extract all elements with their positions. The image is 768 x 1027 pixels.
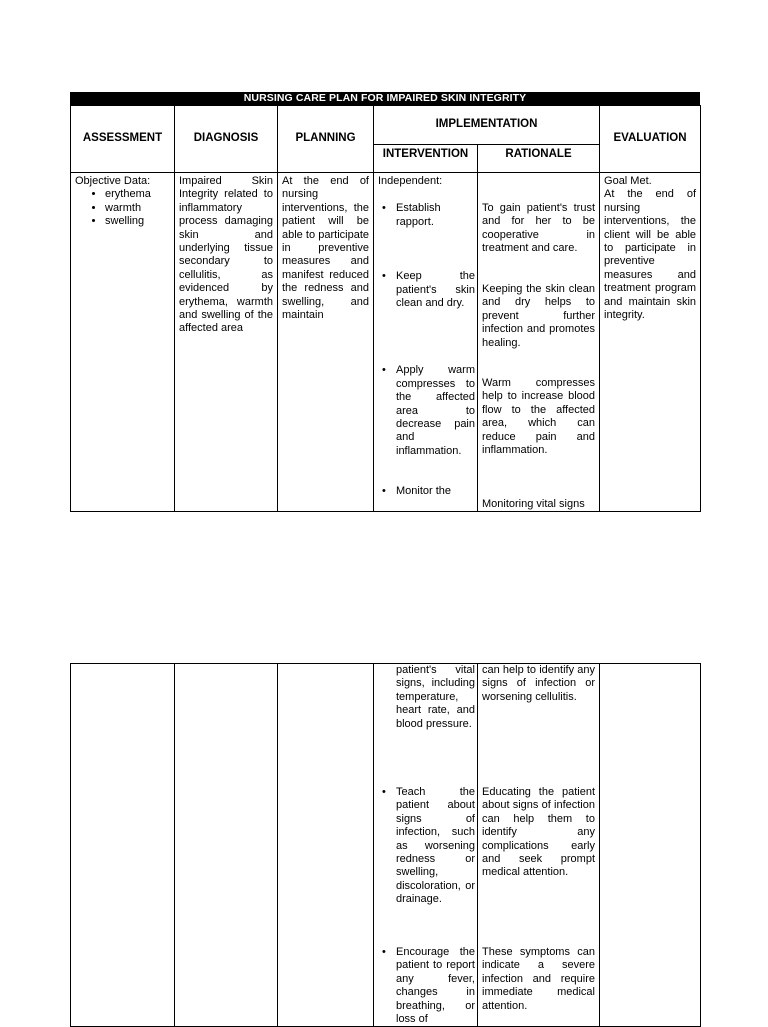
rationale-item: can help to identify any signs of infection or worsening cellulitis. bbox=[482, 664, 595, 703]
rationale-item: Monitoring vital signs bbox=[482, 498, 585, 510]
assessment-item: • warmth bbox=[105, 202, 170, 215]
evaluation-cell-continued bbox=[600, 664, 701, 1027]
intervention-item: • Establish rapport. bbox=[382, 202, 441, 228]
diagnosis-cell-continued bbox=[175, 664, 278, 1027]
header-implementation: IMPLEMENTATION bbox=[374, 106, 600, 145]
diagnosis-cell bbox=[175, 173, 278, 512]
intervention-cell-continued bbox=[374, 664, 478, 1027]
diagnosis-text: Impaired Skin Integrity related to inflammatory process damaging skin and underlying tissue secondary to cellulitis, as evidenced by erythema, warmth and swelling of the affected area bbox=[179, 175, 273, 335]
intervention-item: patient's vital signs, including temperature, heart rate, and blood pressure. bbox=[396, 664, 475, 730]
header-rationale: RATIONALE bbox=[478, 145, 600, 173]
rationale-item: Educating the patient about signs of infection can help them to identify any complications early and seek prompt medical attention. bbox=[482, 786, 595, 879]
care-plan-table-continued bbox=[70, 663, 700, 1027]
evaluation-goal: Goal Met. bbox=[604, 175, 652, 187]
rationale-item: These symptoms can indicate a severe infection and require immediate medical attention. bbox=[482, 946, 595, 1012]
header-diagnosis: DIAGNOSIS bbox=[175, 106, 278, 173]
rationale-cell bbox=[478, 173, 600, 512]
bullet-icon: • bbox=[382, 364, 386, 377]
care-plan-table bbox=[70, 92, 700, 512]
intervention-item: • Apply warm compresses to the affected area to decrease pain and inflammation. bbox=[382, 364, 475, 457]
header-intervention: INTERVENTION bbox=[374, 145, 478, 173]
assessment-cell-continued bbox=[71, 664, 175, 1027]
bullet-icon: • bbox=[382, 946, 386, 958]
intervention-item: • Encourage the patient to report any fever, changes in breathing, or loss of bbox=[382, 946, 475, 1026]
rationale-item: Warm compresses help to increase blood flow to the affected area, which can reduce pain and inflammation. bbox=[482, 377, 596, 457]
assessment-list bbox=[75, 188, 170, 228]
header-planning: PLANNING bbox=[278, 106, 374, 173]
rationale-cell-continued bbox=[478, 664, 600, 1027]
rationale-item: Keeping the skin clean and dry helps to prevent further infection and promotes healing. bbox=[482, 283, 596, 349]
header-assessment: ASSESSMENT bbox=[71, 106, 175, 173]
table-title: NURSING CARE PLAN FOR IMPAIRED SKIN INTEGRITY bbox=[70, 92, 700, 105]
care-plan-grid-continued bbox=[70, 663, 701, 1027]
intervention-item: • Teach the patient about signs of infection, such as worsening redness or swelling, discoloration, or drainage. bbox=[382, 786, 475, 906]
intervention-item: • Monitor the bbox=[382, 485, 452, 498]
care-plan-grid bbox=[70, 105, 701, 512]
planning-cell bbox=[278, 173, 374, 512]
bullet-icon: • bbox=[382, 485, 386, 498]
planning-text: At the end of nursing interventions, the patient will be able to participate in preventive measures and manifest reduced the redness and swelling, and maintain bbox=[282, 175, 369, 322]
bullet-icon: • bbox=[382, 270, 386, 283]
intervention-cell bbox=[374, 173, 478, 512]
assessment-label: Objective Data: bbox=[75, 175, 151, 187]
evaluation-cell bbox=[600, 173, 701, 512]
assessment-item: • swelling bbox=[105, 215, 170, 228]
header-evaluation: EVALUATION bbox=[600, 106, 701, 173]
intervention-item: • Keep the patient's skin clean and dry. bbox=[382, 270, 475, 310]
bullet-icon: • bbox=[382, 202, 386, 215]
evaluation-text: At the end of nursing interventions, the client will be able to participate in preventive measures and treatment program and maintain skin integrity. bbox=[604, 188, 697, 322]
assessment-item: • erythema bbox=[105, 188, 170, 201]
intervention-label: Independent: bbox=[378, 175, 443, 187]
bullet-icon: • bbox=[382, 786, 386, 798]
rationale-item: To gain patient's trust and for her to be cooperative in treatment and care. bbox=[482, 202, 596, 255]
assessment-cell bbox=[71, 173, 175, 512]
planning-cell-continued bbox=[278, 664, 374, 1027]
